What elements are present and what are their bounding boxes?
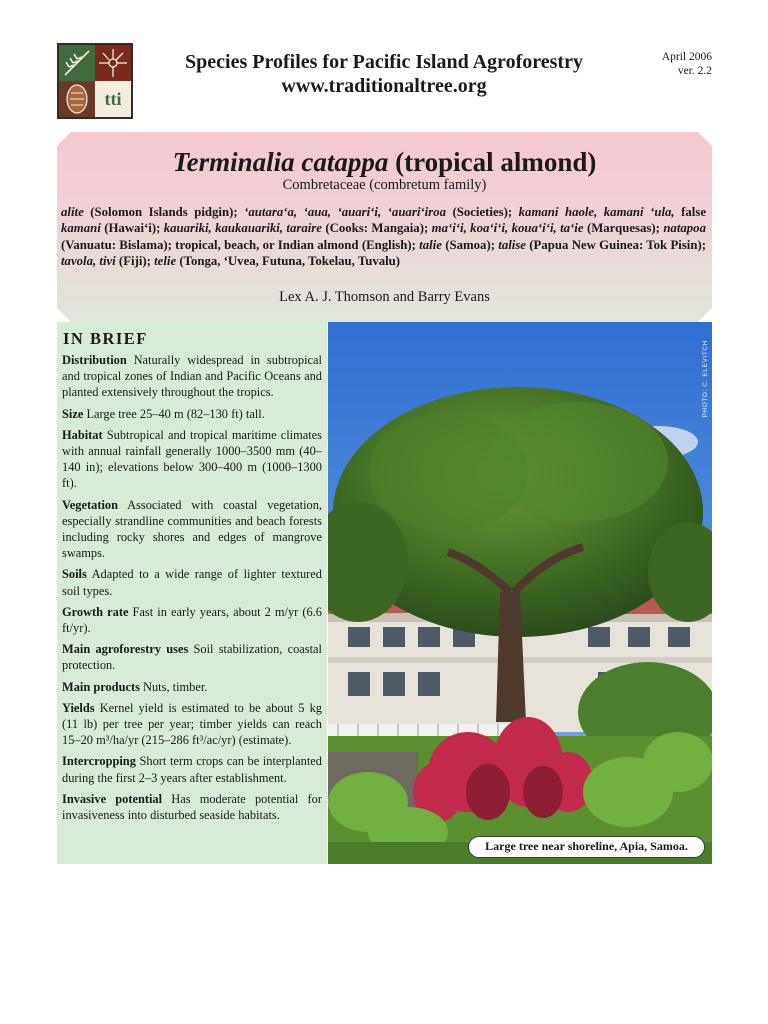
common-name: (tropical almond)	[395, 147, 597, 177]
traditional-tree-logo	[57, 43, 133, 119]
plant-family: Combretaceae (combretum family)	[282, 177, 487, 193]
brief-item	[62, 791, 322, 823]
photo-caption: Large tree near shoreline, Apia, Samoa.	[468, 836, 705, 858]
brief-item-label: Habitat	[62, 427, 103, 442]
brief-item	[62, 427, 322, 492]
brief-item-label: Soils	[62, 567, 87, 582]
brief-item-text: Adapted to a wide range of lighter textured soil types.	[62, 567, 322, 598]
vernacular-name: alite	[61, 205, 84, 219]
brief-item-label: Growth rate	[62, 604, 129, 619]
brief-item-text: Fast in early years, about 2 m/yr (6.6 ft/yr).	[62, 604, 322, 636]
brief-item-text: Associated with coastal vegetation, especially strandline communities and beach forests including rocky shores and edges of mangrove swamps.	[62, 497, 323, 561]
brief-item	[62, 566, 322, 598]
vernacular-name: kamani	[61, 221, 101, 236]
name-region: (Cooks: Mangaia);	[321, 221, 432, 236]
photo-credit: PHOTO: C. ELEVITCH	[702, 340, 709, 418]
name-region: (Fiji);	[115, 254, 155, 269]
in-brief-list	[62, 352, 322, 828]
brief-item	[62, 406, 322, 422]
vernacular-name: tavola, tivi	[61, 254, 116, 269]
vernacular-name: talie	[419, 237, 442, 252]
brief-item-label: Intercropping	[62, 754, 136, 769]
brief-item	[62, 679, 322, 695]
vernacular-name: telie	[154, 254, 177, 269]
vernacular-name: talise	[498, 237, 526, 252]
vernacular-name: kauariki, kaukauariki, taraire	[163, 221, 322, 236]
version-label: ver. 2.2	[677, 65, 712, 77]
brief-item-text: Subtropical and tropical maritime climates with annual rainfall generally 1000–3500 mm (40–140 in); elevations below 300–400 m (1000–1300 ft).	[62, 427, 322, 491]
brief-item	[62, 604, 322, 636]
name-region: (Samoa);	[441, 237, 499, 252]
publication-date: April 2006	[661, 51, 712, 63]
brief-item-label: Size	[62, 406, 84, 421]
name-region: (Solomon Islands pidgin);	[83, 205, 245, 219]
species-title	[57, 146, 712, 178]
brief-item-label: Main products	[62, 679, 140, 694]
publication-date-block	[620, 50, 712, 78]
brief-item	[62, 641, 322, 673]
name-region: (Hawaiʻi);	[100, 221, 164, 236]
website-url[interactable]: www.traditionaltree.org	[281, 75, 487, 97]
brief-item-text: Naturally widespread in subtropical and tropical zones of Indian and Pacific Oceans and planted extensively throughout the tropics.	[62, 353, 322, 400]
in-brief-heading: IN BRIEF	[63, 329, 148, 348]
vernacular-name: ʻautaraʻa, ʻaua, ʻauariʻi, ʻauariʻiroa	[244, 205, 446, 219]
vernacular-name: maʻiʻi, koaʻiʻi, kouaʻiʻi, taʻie	[431, 221, 584, 236]
vernacular-names	[61, 204, 706, 270]
brief-item	[62, 497, 322, 562]
name-region: (Papua New Guinea: Tok Pisin);	[526, 237, 707, 252]
brief-item-label: Vegetation	[62, 497, 118, 512]
authors: Lex A. J. Thomson and Barry Evans	[279, 289, 490, 305]
brief-item-text: Short term crops can be interplanted during the first 2–3 years after establishment.	[62, 754, 322, 785]
name-region: (Marquesas);	[583, 221, 664, 236]
scientific-name: Terminalia catappa	[172, 147, 389, 177]
in-brief-panel	[57, 322, 327, 864]
brief-item-text: Kernel yield is estimated to be about 5 kg (11 lb) per tree per year; timber yields can reach 15–20 m³/ha/yr (215–286 ft³/ac/yr) (estimate).	[62, 700, 322, 748]
brief-item-label: Yields	[62, 700, 95, 715]
brief-item-text: Large tree 25–40 m (82–130 ft) tall.	[86, 406, 265, 421]
series-title: Species Profiles for Pacific Island Agroforestry	[185, 51, 583, 73]
species-title-banner	[57, 132, 712, 322]
vernacular-name: natapoa	[663, 221, 706, 236]
brief-item-label: Invasive potential	[62, 791, 163, 806]
photo-illustration	[328, 322, 712, 864]
brief-item-text: Has moderate potential for invasiveness into disturbed seaside habitats.	[62, 791, 322, 823]
brief-item-label: Main agroforestry uses	[62, 642, 189, 657]
publication-header	[160, 50, 608, 98]
brief-item-text: Nuts, timber.	[143, 679, 208, 694]
brief-item-text: Soil stabilization, coastal protection.	[62, 642, 322, 673]
brief-item	[62, 352, 322, 401]
logo-wordmark: tti	[104, 89, 122, 109]
name-region: (Societies);	[445, 205, 519, 219]
vernacular-name: kamani haole, kamani ʻula,	[518, 205, 675, 219]
name-region: (Tonga, ʻUvea, Futuna, Tokelau, Tuvalu)	[176, 254, 401, 269]
brief-item-label: Distribution	[62, 353, 127, 367]
name-region: false	[674, 205, 707, 219]
brief-item	[62, 753, 322, 785]
tree-photo	[328, 322, 712, 864]
name-region: (Vanuatu: Bislama); tropical, beach, or Indian almond (English);	[61, 237, 420, 252]
brief-item	[62, 700, 322, 749]
